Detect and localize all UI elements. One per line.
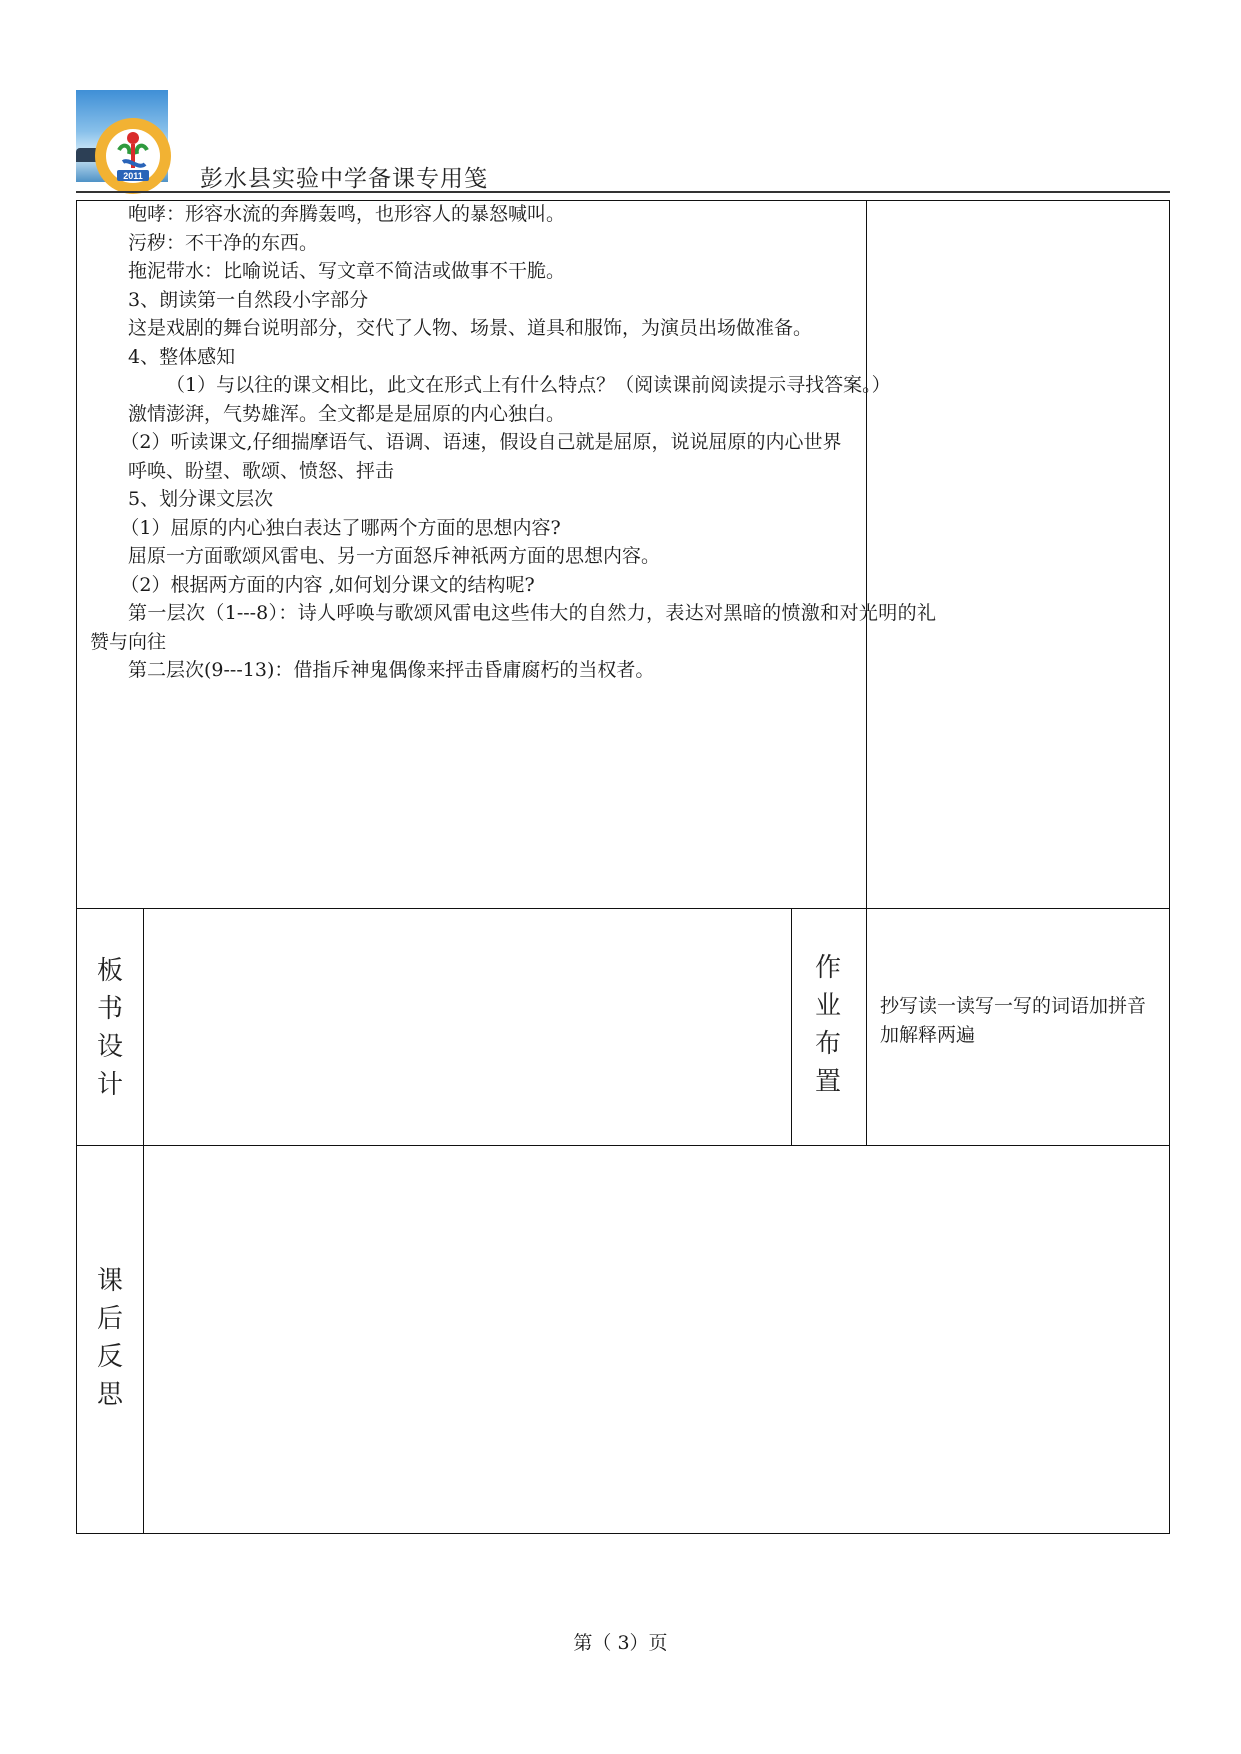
content-paragraph: 4、整体感知 [128,345,236,368]
board-design-label: 板 书 设 计 [96,956,123,1100]
content-paragraph: 3、朗读第一自然段小字部分 [128,288,369,311]
content-paragraph: （1）屈原的内心独白表达了哪两个方面的思想内容? [120,516,561,539]
reflection-label: 课 后 反 思 [96,1266,123,1410]
homework-label: 作 业 布 置 [814,953,841,1097]
content-paragraph: 第一层次（1---8）：诗人呼唤与歌颂风雷电这些伟大的自然力，表达对黑暗的愤激和对光明的礼赞与向往 [90,602,936,653]
logo-year: 2011 [123,171,143,181]
col-divider-labels [143,908,144,1534]
content-paragraph: 第二层次(9---13)：借指斥神鬼偶像来抨击昏庸腐朽的当权者。 [128,659,655,681]
table-border-right [1169,200,1170,1534]
school-logo-icon [93,116,173,196]
lesson-plan-table [76,200,1170,1534]
content-paragraph: 激情澎湃，气势雄浑。全文都是是屈原的内心独白。 [128,402,566,425]
table-border-left [76,200,77,1534]
row-divider-2 [76,1145,1170,1146]
content-paragraph: 污秽：不干净的东西。 [128,231,319,254]
row-divider-1 [76,908,1170,909]
page-number: 第（ 3）页 [573,1632,668,1654]
header-rule [76,191,1170,193]
content-paragraph: 拖泥带水：比喻说话、写文章不简洁或做事不干脆。 [128,260,566,282]
content-paragraph: 咆哮：形容水流的奔腾轰鸣，也形容人的暴怒喊叫。 [128,203,566,225]
page-header [76,90,1170,194]
table-border-bottom [76,1533,1170,1534]
content-paragraph: 5、划分课文层次 [128,488,274,510]
lesson-content [90,200,936,685]
content-paragraph: （1）与以往的课文相比，此文在形式上有什么特点？（阅读课前阅读提示寻找答案。） [166,374,891,396]
content-paragraph: 这是戏剧的舞台说明部分，交代了人物、场景、道具和服饰，为演员出场做准备。 [128,317,813,339]
content-paragraph: （2）根据两方面的内容 ,如何划分课文的结构呢? [120,573,535,596]
content-paragraph: （2）听读课文,仔细揣摩语气、语调、语速，假设自己就是屈原，说说屈原的内心世界 [120,431,842,453]
content-paragraph: 呼唤、盼望、歌颂、愤怒、抨击 [128,459,395,482]
col-divider-homework-label [791,908,792,1146]
header-title: 彭水县实验中学备课专用笺 [200,166,488,192]
content-paragraph: 屈原一方面歌颂风雷电、另一方面怒斥神祇两方面的思想内容。 [128,545,661,567]
homework-content: 抄写读一读写一写的词语加拼音加解释两遍 [880,995,1147,1046]
